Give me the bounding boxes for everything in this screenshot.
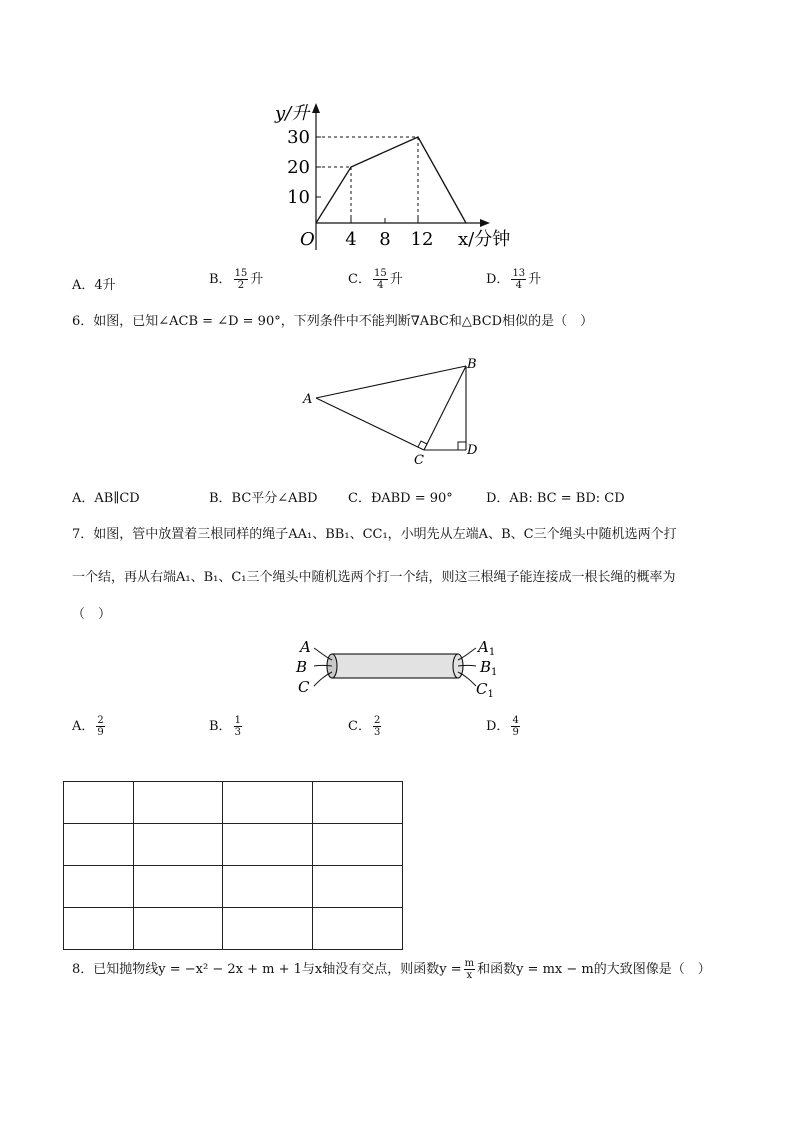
table-row — [64, 782, 403, 824]
table-row — [64, 866, 403, 908]
grid-cell — [223, 866, 313, 908]
q7-option-d[interactable]: D． $\frac{4}{9}$ — [486, 715, 519, 738]
rope-b-right — [458, 665, 476, 666]
y-axis-label: y/升 — [275, 103, 310, 124]
grid-cell — [64, 824, 134, 866]
q8-stem: 8．已知抛物线y = −x² − 2x + m + 1与x轴没有交点，则函数y = $\frac{m}{x}$ 和函数y = mx − m的大致图像是（ ） — [72, 958, 711, 981]
q5-option-d[interactable]: D． $\frac{13}{4}$ 升 — [486, 268, 542, 291]
segment-bc — [424, 366, 466, 450]
water-volume-graph — [270, 95, 530, 255]
q6-stem: 6．如图，已知∠ACB = ∠D = 90°，下列条件中不能判断∇ABC和△BCD相似的是（ ） — [72, 314, 594, 329]
q6-option-d[interactable]: D．AB: BC = BD: CD — [486, 491, 625, 506]
end-c: C — [298, 678, 310, 696]
x-tick-label-12: 12 — [410, 229, 434, 250]
grid-cell — [64, 908, 134, 950]
right-angle-d — [458, 442, 466, 450]
x-axis-arrow — [480, 219, 490, 227]
grid-cell — [134, 866, 223, 908]
rope-a-left — [314, 648, 332, 660]
end-b1: $B_1$ — [480, 658, 498, 678]
end-a: A — [300, 638, 311, 656]
vertex-a: A — [303, 392, 313, 407]
q7-stem-line1: 7．如图，管中放置着三根同样的绳子AA₁、BB₁、CC₁，小明先从左端A、B、C三个绳头中随机选两个打 — [72, 527, 677, 542]
q6-option-b[interactable]: B．BC平分∠ABD — [209, 491, 318, 506]
segment-ab — [316, 366, 466, 398]
y-axis-arrow — [312, 103, 320, 113]
q6-triangle-figure — [296, 352, 496, 472]
grid-cell — [313, 866, 403, 908]
q6-option-c[interactable]: C．ÐABD = 90° — [348, 491, 453, 506]
empty-answer-grid — [63, 781, 403, 950]
end-a1: $A_1$ — [478, 638, 496, 658]
grid-cell — [134, 908, 223, 950]
grid-cell — [64, 866, 134, 908]
x-tick-label-4: 4 — [345, 229, 357, 250]
q5-option-b[interactable]: B． $\frac{15}{2}$ 升 — [209, 268, 264, 291]
rope-b-left — [314, 665, 332, 666]
grid-cell — [313, 782, 403, 824]
q7-option-b[interactable]: B． $\frac{1}{3}$ — [209, 715, 241, 738]
q5-option-a[interactable]: A．4升 — [72, 278, 116, 293]
table-row — [64, 908, 403, 950]
volume-line — [316, 137, 466, 223]
end-c1: $C_1$ — [476, 680, 494, 700]
grid-cell — [223, 824, 313, 866]
grid-cell — [64, 782, 134, 824]
y-tick-label-20: 20 — [287, 157, 310, 178]
table-row — [64, 824, 403, 866]
grid-cell — [313, 824, 403, 866]
rope-a-right — [458, 648, 476, 660]
y-tick-label-10: 10 — [287, 187, 310, 208]
vertex-d: D — [467, 443, 478, 458]
segment-ac — [316, 398, 424, 450]
grid-cell — [134, 782, 223, 824]
q7-stem-line2: 一个结，再从右端A₁、B₁、C₁三个绳头中随机选两个打一个结，则这三根绳子能连接成一根长绳的概率为 — [72, 570, 676, 585]
grid-cell — [313, 908, 403, 950]
origin-label: O — [300, 229, 315, 250]
x-tick-label-8: 8 — [379, 229, 391, 250]
y-tick-label-30: 30 — [287, 127, 310, 148]
vertex-b: B — [467, 357, 477, 372]
q6-option-a[interactable]: A．AB∥CD — [72, 491, 140, 506]
q7-option-a[interactable]: A． $\frac{2}{9}$ — [72, 715, 104, 738]
grid-cell — [223, 908, 313, 950]
grid-cell — [134, 824, 223, 866]
q7-stem-line3: （ ） — [72, 607, 112, 622]
end-b: B — [296, 658, 308, 676]
q7-tube-figure — [290, 632, 510, 704]
grid-cell — [223, 782, 313, 824]
vertex-c: C — [414, 453, 424, 468]
q5-option-c[interactable]: C． $\frac{15}{4}$ 升 — [348, 268, 403, 291]
tube-body — [332, 654, 458, 678]
x-axis-label: x/分钟 — [458, 229, 511, 250]
q7-option-c[interactable]: C． $\frac{2}{3}$ — [348, 715, 381, 738]
